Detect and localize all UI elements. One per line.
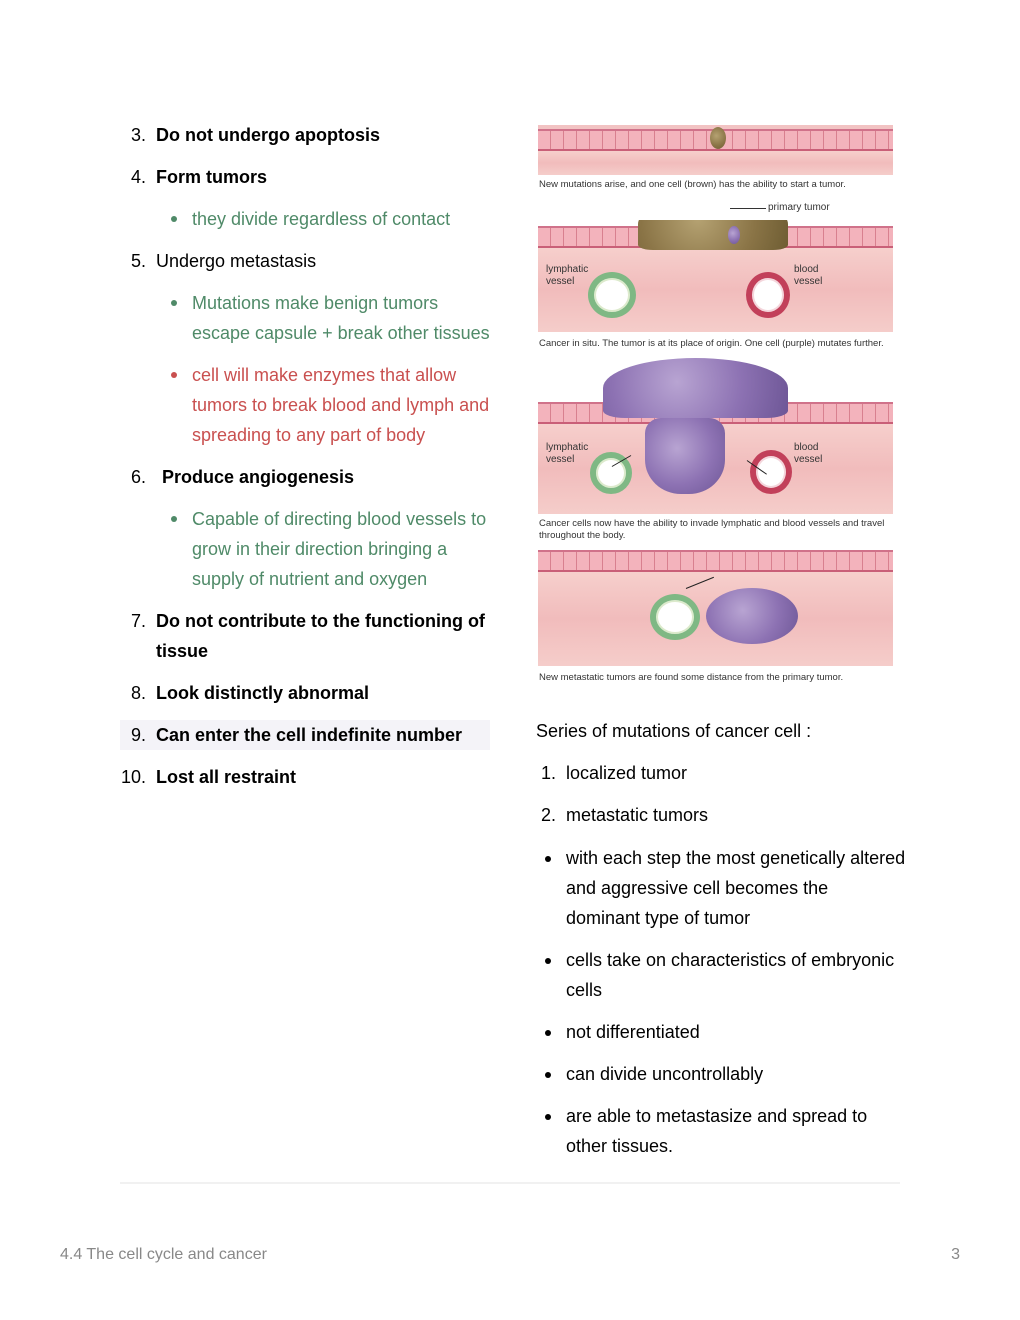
list-item-label: Do not contribute to the functioning of tissue bbox=[156, 611, 485, 661]
list-item-label: Form tumors bbox=[156, 167, 268, 187]
list-number: 10. bbox=[120, 767, 146, 787]
mutated-cell-brown bbox=[710, 127, 726, 149]
figure-caption: New mutations arise, and one cell (brown) has the ability to start a tumor. bbox=[539, 179, 846, 190]
bullet-item bbox=[536, 1017, 906, 1047]
blood-vessel bbox=[750, 450, 792, 494]
sub-bullet bbox=[120, 288, 490, 348]
footer-page-number: 3 bbox=[951, 1246, 960, 1263]
primary-tumor bbox=[638, 220, 788, 250]
list-item bbox=[120, 120, 490, 150]
list-item bbox=[120, 462, 490, 492]
bullet-text: not differentiated bbox=[566, 1022, 700, 1042]
list-item bbox=[120, 246, 490, 276]
mutation-series-section bbox=[536, 716, 906, 1161]
sub-bullet-text: they divide regardless of contact bbox=[192, 209, 451, 229]
sub-bullet-text: Mutations make benign tumors escape capsule + break other tissues bbox=[192, 293, 490, 343]
list-item-label: Can enter the cell indefinite number bbox=[156, 725, 463, 745]
primary-tumor-leader-line bbox=[730, 208, 766, 209]
blood-vessel-label: blood vessel bbox=[794, 442, 823, 465]
blood-vessel bbox=[746, 272, 790, 318]
bullet-icon bbox=[171, 516, 177, 522]
bullet-item bbox=[536, 1059, 906, 1089]
footer-document-title: 4.4 The cell cycle and cancer bbox=[60, 1246, 267, 1263]
list-item-label: metastatic tumors bbox=[566, 805, 709, 825]
list-number: 2. bbox=[540, 805, 556, 825]
bullet-text: cells take on characteristics of embryonic cells bbox=[566, 950, 895, 1000]
list-number: 7. bbox=[130, 611, 146, 631]
bullet-icon bbox=[171, 300, 177, 306]
list-item bbox=[120, 678, 490, 708]
list-item bbox=[120, 762, 490, 792]
connective-tissue bbox=[538, 151, 893, 175]
list-number: 6. bbox=[130, 467, 146, 487]
list-item-highlighted bbox=[120, 720, 490, 750]
figure-caption: New metastatic tumors are found some distance from the primary tumor. bbox=[539, 672, 844, 683]
sub-bullet bbox=[120, 204, 490, 234]
lymphatic-vessel bbox=[650, 594, 700, 640]
primary-tumor-label: primary tumor bbox=[768, 202, 830, 213]
footer-divider bbox=[120, 1182, 900, 1184]
mutated-cell-purple bbox=[728, 226, 740, 244]
list-number: 9. bbox=[130, 725, 146, 745]
figure-panel-in-situ bbox=[538, 220, 893, 332]
bullet-text: with each step the most genetically altered and aggressive cell becomes the dominant type of tumor bbox=[566, 848, 906, 928]
bullet-item bbox=[536, 945, 906, 1005]
lymphatic-vessel-label: lymphatic vessel bbox=[546, 264, 589, 287]
list-item-label: Look distinctly abnormal bbox=[156, 683, 370, 703]
figure-caption: Cancer cells now have the ability to invade lymphatic and blood vessels and travel throughout the body. bbox=[539, 518, 885, 541]
sub-bullet-text: Capable of directing blood vessels to grow in their direction bringing a supply of nutrient and oxygen bbox=[192, 509, 487, 589]
list-number: 8. bbox=[130, 683, 146, 703]
bullet-item bbox=[536, 1101, 906, 1161]
list-item-label: Undergo metastasis bbox=[156, 251, 317, 271]
bullet-icon bbox=[545, 1072, 551, 1078]
list-item bbox=[536, 800, 906, 830]
list-item-label: Produce angiogenesis bbox=[162, 467, 355, 487]
metastatic-tumor bbox=[706, 588, 798, 644]
list-item bbox=[120, 162, 490, 192]
figure-panel-mutation bbox=[538, 125, 893, 175]
bullet-text: can divide uncontrollably bbox=[566, 1064, 764, 1084]
bullet-icon bbox=[545, 856, 551, 862]
list-number: 4. bbox=[130, 167, 146, 187]
cancer-progression-figure bbox=[535, 122, 895, 687]
sub-bullet bbox=[120, 360, 490, 450]
list-item-label: localized tumor bbox=[566, 763, 688, 783]
list-number: 5. bbox=[130, 251, 146, 271]
sub-bullet bbox=[120, 504, 490, 594]
list-item-label: Do not undergo apoptosis bbox=[156, 125, 380, 145]
bullet-icon bbox=[171, 372, 177, 378]
list-number: 3. bbox=[130, 125, 146, 145]
characteristics-list bbox=[120, 120, 490, 792]
list-item-label: Lost all restraint bbox=[156, 767, 297, 787]
invasive-tumor-top bbox=[603, 358, 788, 418]
figure-caption: Cancer in situ. The tumor is at its place of origin. One cell (purple) mutates further. bbox=[539, 338, 884, 349]
list-number: 1. bbox=[540, 763, 556, 783]
bullet-item bbox=[536, 843, 906, 933]
invasive-tumor-bottom bbox=[645, 418, 725, 494]
section-heading: Series of mutations of cancer cell : bbox=[536, 721, 812, 741]
list-item bbox=[536, 758, 906, 788]
lymphatic-vessel-label: lymphatic vessel bbox=[546, 442, 589, 465]
bullet-icon bbox=[545, 958, 551, 964]
bullet-icon bbox=[545, 1114, 551, 1120]
blood-vessel-label: blood vessel bbox=[794, 264, 823, 287]
epithelium-layer bbox=[538, 550, 893, 572]
bullet-text: are able to metastasize and spread to other tissues. bbox=[566, 1106, 868, 1156]
sub-bullet-text: cell will make enzymes that allow tumors to break blood and lymph and spreading to any part of body bbox=[192, 365, 490, 445]
bullet-icon bbox=[545, 1030, 551, 1036]
bullet-icon bbox=[171, 216, 177, 222]
figure-panel-metastasis bbox=[538, 546, 893, 666]
list-item bbox=[120, 606, 490, 666]
